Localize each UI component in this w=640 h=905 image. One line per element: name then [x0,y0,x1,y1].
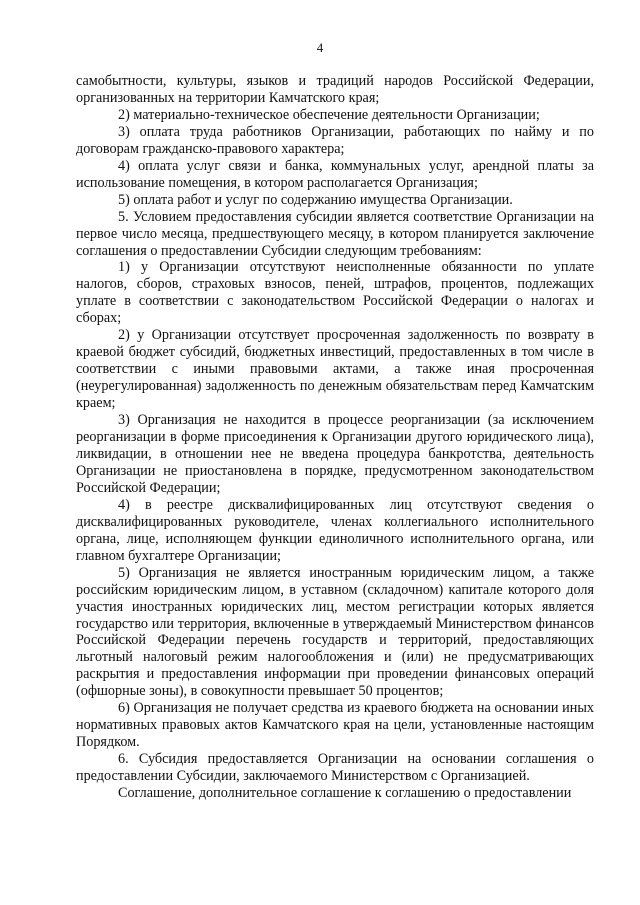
paragraph-requirement-2-debt: 2) у Организации отсутствует просроченная задолженность по возврату в краевой бюджет субсидий, бюджетных инвестиций, предоставленных в том числе в соответствии с иными правовыми актами, а также иная просроченная (неурегулированная) задолженность по денежным обязательствам перед Камчатским краем; [76,327,594,412]
paragraph-agreement-continuation: Соглашение, дополнительное соглашение к соглашению о предоставлении [118,785,572,802]
paragraph-requirement-5-foreign-entity: 5) Организация не является иностранным юридическим лицом, а также российским юридическим лицом, в уставном (складочном) капитале которого доля участия иностранных юридических лиц, местом регистрации которых является государство или территория, включенные в утверждаемый Министерством финансов Российской Федерации перечень государств и территорий, предоставляющих льготный налоговый режим налогообложения и (или) не предусматривающих раскрытия и предоставления информации при проведении финансовых операций (офшорные зоны), в совокупности превышает 50 процентов; [76,564,594,700]
paragraph-item-5-property-maintenance: 5) оплата работ и услуг по содержанию имущества Организации. [118,191,513,208]
paragraph-item-3-labor-payment: 3) оплата труда работников Организации, работающих по найму и по договорам гражданско-правового характера; [76,123,594,157]
paragraph-section-5-conditions: 5. Условием предоставления субсидии является соответствие Организации на первое число месяца, предшествующего месяцу, в котором планируется заключение соглашения о предоставлении Субсидии следующим требованиям: [76,208,594,259]
paragraph-continuation: самобытности, культуры, языков и традиций народов Российской Федерации, организованных на территории Камчатского края; [76,73,594,106]
paragraph-item-2-material-support: 2) материально-техническое обеспечение деятельности Организации; [118,106,540,123]
paragraph-requirement-1-taxes: 1) у Организации отсутствуют неисполненные обязанности по уплате налогов, сборов, страховых взносов, пеней, штрафов, процентов, подлежащих уплате в соответствии с законодательством Российской Федерации о налогах и сборах; [76,259,594,327]
paragraph-requirement-6-other-funding: 6) Организация не получает средства из краевого бюджета на основании иных нормативных правовых актов Камчатского края на цели, установленные настоящим Порядком. [76,700,594,751]
paragraph-requirement-3-reorganization: 3) Организация не находится в процессе реорганизации (за исключением реорганизации в форме присоединения к Организации другого юридического лица), ликвидации, в отношении нее не введена процедура банкротства, деятельность Организации не приостановлена в порядке, предусмотренном законодательством Российской Федерации; [76,412,594,496]
paragraph-item-4-services-payment: 4) оплата услуг связи и банка, коммунальных услуг, арендной платы за использование помещения, в котором располагается Организация; [76,157,594,191]
body-text [76,73,594,802]
paragraph-section-6-agreement: 6. Субсидия предоставляется Организации на основании соглашения о предоставлении Субсидии, заключаемого Министерством с Организацией. [76,751,594,785]
paragraph-requirement-4-disqualified: 4) в реестре дисквалифицированных лиц отсутствуют сведения о дисквалифицированных руководителе, членах коллегиального исполнительного органа, лице, исполняющем функции единоличного исполнительного органа, или главном бухгалтере Организации; [76,496,594,564]
page-number: 4 [316,40,324,55]
